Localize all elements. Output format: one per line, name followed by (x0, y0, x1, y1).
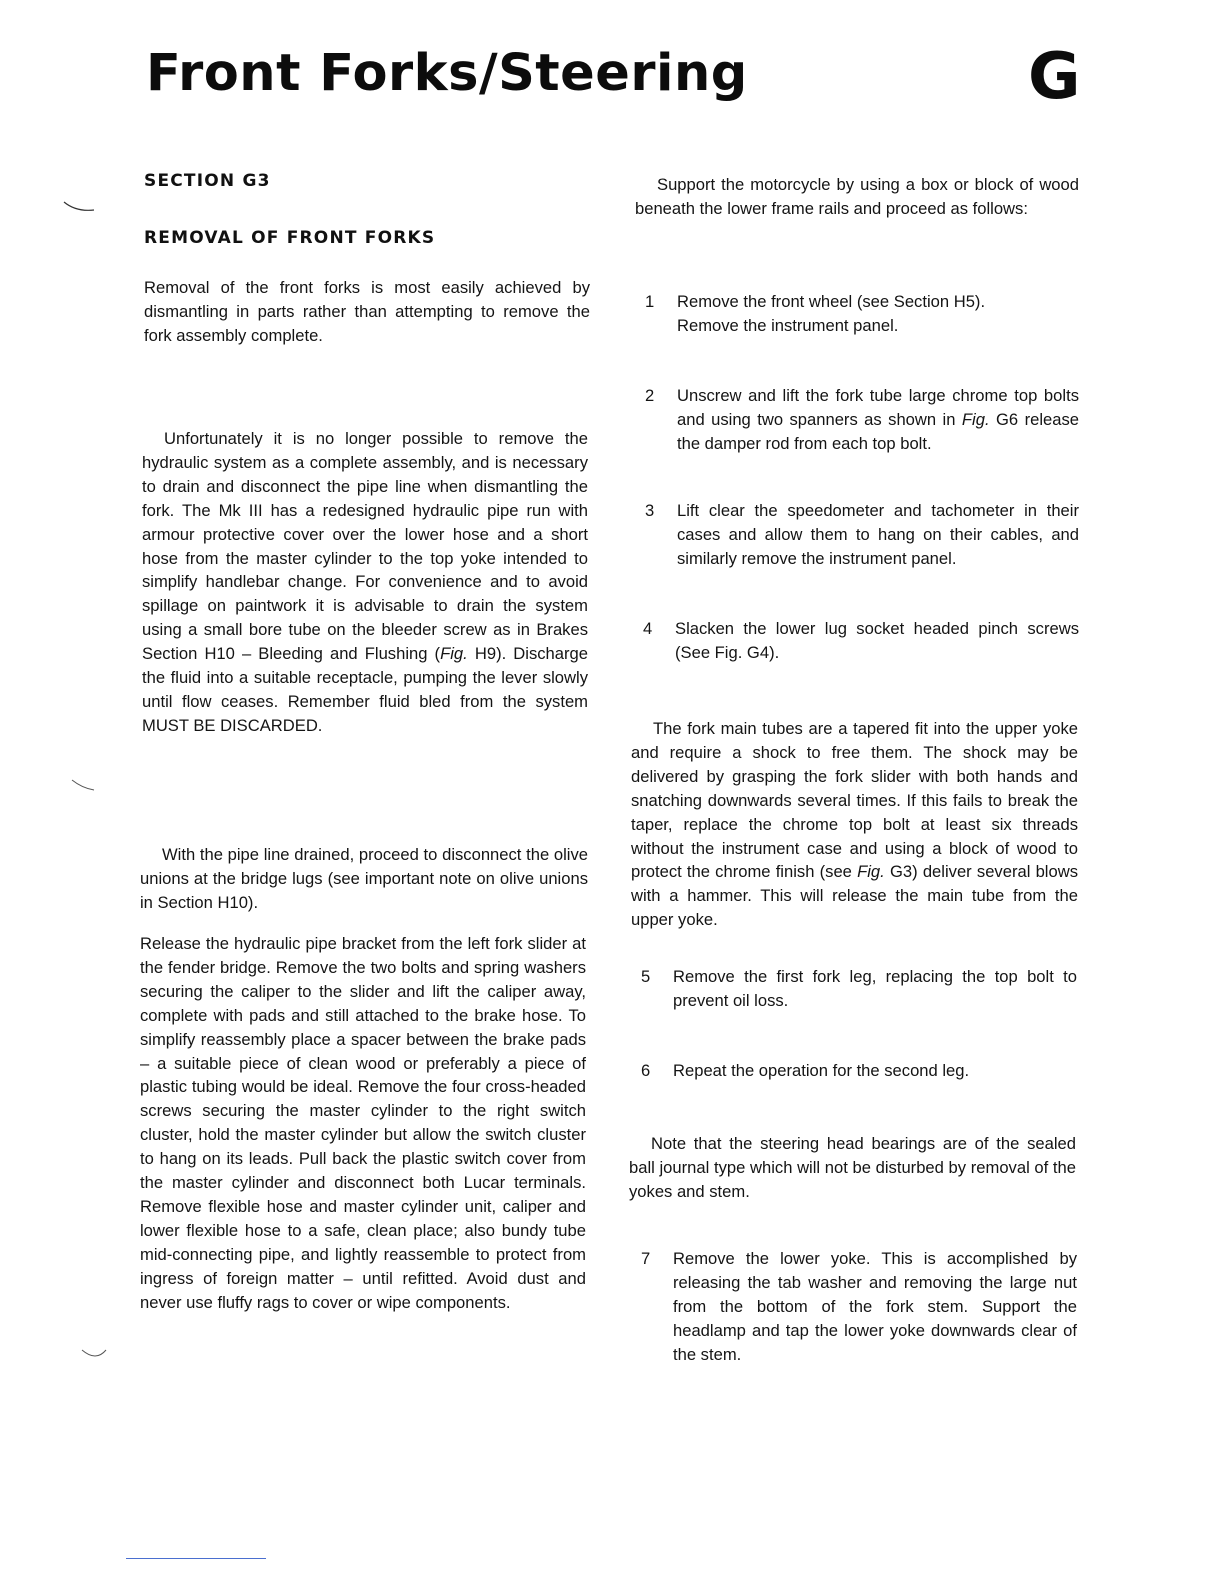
release-paragraph: Release the hydraulic pipe bracket from the left fork slider at the fender bridge. Remove the two bolts and spring washers securing the caliper to the slider and lift the caliper away, complete with pads and still attached to the brake hose. To simplify reassembly place a spacer between the brake pads – a suitable piece of clean wood or preferably a piece of plastic tubing would be ideal. Remove the four cross-headed screws securing the master cylinder to the right switch cluster, hold the master cylinder but allow the switch cluster to hang on its leads. Pull back the plastic switch cover from the master cylinder and disconnect both Lucar terminals. Remove flexible hose and master cylinder unit, caliper and lower flexible hose to a safe, clean place; also bundy tube mid-connecting pipe, and lightly reassemble to protect from ingress of foreign matter – until refitted. Avoid dust and never use fluffy rags to cover or wipe components. (140, 934, 586, 1312)
step-text: Remove the front wheel (see Section H5). (677, 292, 986, 311)
step-number: 6 (641, 1061, 651, 1080)
hydraulic-text-a: Unfortunately it is no longer possible to remove the hydraulic system as a complete assembly, and is necessary to drain and disconnect the pipe line when dismantling the fork. The Mk III has a redesigned hydraulic pipe run with armour protective cover over the lower hose and a short hose from the master cylinder to the top yoke intended to simplify handlebar change. For convenience and to avoid spillage on paintwork it is advisable to drain the system using a small bore tube on the bleeder screw as in Brakes Section H10 – Bleeding and Flushing ( (142, 429, 588, 664)
fig-ref: Fig. (440, 644, 468, 664)
step-text: Slacken the lower lug socket headed pinch screws (See Fig. G4). (675, 619, 1079, 662)
section-letter: G (1028, 40, 1081, 114)
step-text: Lift clear the speedometer and tachometer in their cases and allow them to hang on their cables, and similarly remove the instrument panel. (677, 501, 1079, 568)
fig-ref: Fig. (857, 862, 885, 882)
hydraulic-paragraph (142, 427, 588, 738)
hydraulic-text-b: H9). Discharge the fluid into a suitable receptacle, pumping the lever slowly until flow ceases. Remember fluid bled from the system MUST BE DISCARDED. (142, 644, 588, 735)
margin-mark (70, 778, 106, 794)
step-text: Remove the instrument panel. (677, 315, 899, 335)
taper-paragraph (631, 717, 1078, 932)
margin-mark (80, 1344, 110, 1364)
intro-paragraph: Removal of the front forks is most easily achieved by dismantling in parts rather than attempting to remove the fork assembly complete. (144, 278, 590, 345)
taper-text-a: The fork main tubes are a tapered fit into the upper yoke and require a shock to free them. The shock may be delivered by grasping the fork slider with both hands and snatching downwards several times. If this fails to break the taper, replace the chrome top bolt at least six threads without the instrument case and using a block of wood to protect the chrome finish (see (631, 719, 1078, 882)
step-text (677, 384, 1079, 456)
step-6 (641, 1059, 1077, 1085)
step-text-b: G6 release the damper rod from each top bolt. (677, 409, 1080, 453)
page-title: Front Forks/Steering (146, 44, 748, 103)
step-number: 1 (645, 292, 655, 311)
support-paragraph: Support the motorcycle by using a box or block of wood beneath the lower frame rails and proceed as follows: (635, 175, 1079, 218)
step-number: 3 (645, 501, 655, 520)
step-5 (641, 965, 1077, 1015)
step-1 (645, 290, 1077, 340)
step-number: 5 (641, 967, 651, 986)
fig-ref: Fig. (961, 409, 990, 429)
step-4 (643, 617, 1079, 667)
drained-paragraph: With the pipe line drained, proceed to disconnect the olive unions at the bridge lugs (see important note on olive unions in Section H10). (140, 845, 588, 912)
step-3 (645, 499, 1079, 573)
step-number: 2 (645, 386, 655, 405)
step-2 (645, 384, 1079, 458)
margin-mark (62, 198, 98, 216)
step-text: Repeat the operation for the second leg. (673, 1061, 970, 1080)
step-number: 7 (641, 1249, 651, 1268)
section-heading: REMOVAL OF FRONT FORKS (144, 228, 436, 248)
section-label: SECTION G3 (144, 171, 271, 191)
step-number: 4 (643, 619, 653, 638)
step-text: Remove the lower yoke. This is accomplished by releasing the tab washer and removing the large nut from the bottom of the fork stem. Support the headlamp and tap the lower yoke downwards clear of the stem. (673, 1249, 1077, 1364)
step-text: Remove the first fork leg, replacing the top bolt to prevent oil loss. (673, 967, 1077, 1010)
footer-rule (126, 1558, 266, 1559)
step-7 (641, 1247, 1077, 1369)
step-text-a: Unscrew and lift the fork tube large chrome top bolts and using two spanners as shown in (677, 386, 1079, 429)
note-paragraph: Note that the steering head bearings are of the sealed ball journal type which will not be disturbed by removal of the yokes and stem. (629, 1134, 1076, 1201)
taper-text-b: G3) deliver several blows with a hammer. This will release the main tube from the upper yoke. (631, 862, 1079, 930)
